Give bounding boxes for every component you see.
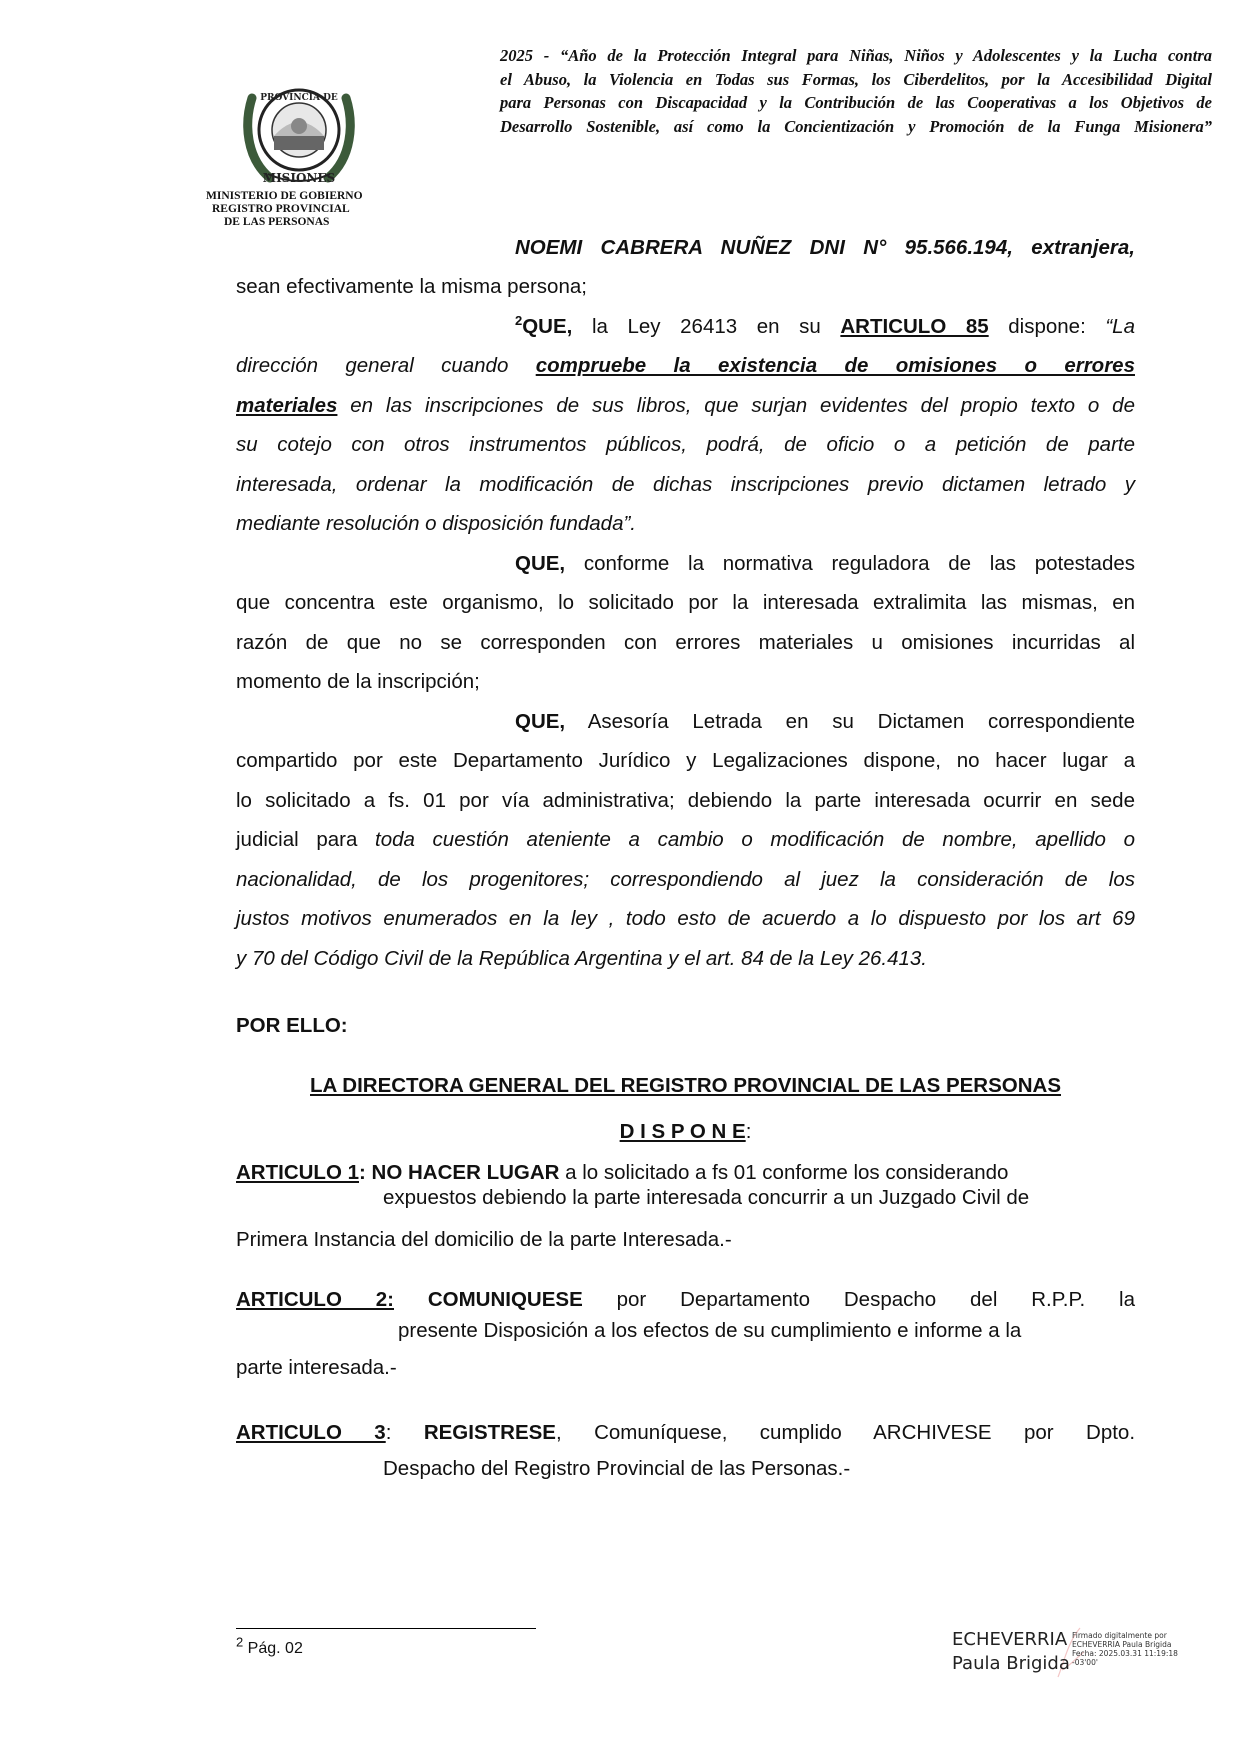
body-line: que concentra este organismo, lo solicitado por la interesada extralimita las mismas, en xyxy=(236,591,1135,614)
ministry-line: DE LAS PERSONAS xyxy=(224,216,330,228)
body-line: mediante resolución o disposición fundada”. xyxy=(236,512,637,535)
signature-meta-line: Firmado digitalmente por xyxy=(1072,1631,1167,1640)
emphasis-run: materiales xyxy=(236,394,338,417)
article-1-label: ARTICULO 1 xyxy=(236,1161,359,1184)
body-line xyxy=(236,346,1135,386)
footnote xyxy=(236,1634,303,1658)
digital-signature-info xyxy=(1072,1631,1178,1667)
motto-line: el Abuso, la Violencia en Todas sus Formas, los Ciberdelitos, por la Accesibilidad Digital xyxy=(500,69,1212,89)
signature-meta-line: ECHEVERRIA Paula Brigida xyxy=(1072,1640,1172,1649)
body-line: NOEMI CABRERA NUÑEZ DNI N° 95.566.194, extranjera, xyxy=(515,236,1135,259)
text-run: : xyxy=(385,1421,424,1444)
text-run: Asesoría Letrada en su Dictamen correspondiente xyxy=(565,710,1135,733)
article-3-line xyxy=(236,1413,1135,1453)
province-seal-icon xyxy=(240,78,358,188)
footnote-number: 2 xyxy=(236,1634,244,1650)
signer-name xyxy=(952,1628,1070,1676)
signature-meta-line: -03'00' xyxy=(1072,1658,1098,1667)
que-label: QUE, xyxy=(515,710,566,733)
motto-line: Desarrollo Sostenible, así como la Concientización y Promoción de la Funga Misionera” xyxy=(500,116,1212,136)
text-run: judicial para xyxy=(236,828,375,851)
footnote-divider xyxy=(236,1628,536,1629)
article-1-keyword: NO HACER LUGAR xyxy=(371,1161,560,1184)
seal-top-text: PROVINCIA DE xyxy=(260,93,338,103)
body-line xyxy=(236,820,1135,860)
article-2-line: parte interesada.- xyxy=(236,1356,397,1379)
emphasis-run: compruebe la existencia de omisiones o errores xyxy=(535,354,1135,377)
body-line xyxy=(515,702,1135,742)
text-run: : xyxy=(745,1120,752,1143)
article-2-label: ARTICULO 2: xyxy=(236,1288,394,1311)
body-line: sean efectivamente la misma persona; xyxy=(236,275,587,298)
body-line: su cotejo con otros instrumentos públicos, podrá, de oficio o a petición de parte xyxy=(236,433,1135,456)
signature-meta-line: Fecha: 2025.03.31 11:19:18 xyxy=(1072,1649,1178,1658)
body-line: y 70 del Código Civil de la República Argentina y el art. 84 de la Ley 26.413. xyxy=(236,947,927,970)
directora-heading: LA DIRECTORA GENERAL DEL REGISTRO PROVINCIAL DE LAS PERSONAS xyxy=(310,1074,1061,1097)
body-line xyxy=(236,386,1135,426)
ministry-line: MINISTERIO DE GOBIERNO xyxy=(206,190,363,202)
motto-line: 2025 - “Año de la Protección Integral para Niñas, Niños y Adolescentes y la Lucha contra xyxy=(500,46,1212,65)
text-run: conforme la normativa reguladora de las potestades xyxy=(565,552,1135,575)
text-run: : xyxy=(359,1161,372,1184)
text-run: en las inscripciones de sus libros, que surjan evidentes del propio texto o de xyxy=(337,394,1135,417)
text-run: a lo solicitado a fs 01 conforme los considerando xyxy=(559,1161,1009,1184)
article-3-label: ARTICULO 3 xyxy=(236,1421,386,1444)
text-run: la Ley 26413 en su xyxy=(572,315,841,338)
dispone-heading xyxy=(236,1112,1135,1152)
text-run: , Comuníquese, cumplido ARCHIVESE por Dpto. xyxy=(555,1421,1136,1444)
article-3-keyword: REGISTRESE xyxy=(423,1421,556,1444)
article-2-keyword: COMUNIQUESE xyxy=(427,1288,583,1311)
article-1-line: Primera Instancia del domicilio de la parte Interesada.- xyxy=(236,1228,732,1251)
article-2-line: presente Disposición a los efectos de su cumplimiento e informe a la xyxy=(398,1319,1022,1342)
body-line: razón de que no se corresponden con errores materiales u omisiones incurridas al xyxy=(236,631,1135,654)
body-line: justos motivos enumerados en la ley , todo esto de acuerdo a lo dispuesto por los art 69 xyxy=(236,907,1135,930)
dispone-word: D I S P O N E xyxy=(619,1120,746,1143)
text-run: por Departamento Despacho del R.P.P. la xyxy=(616,1288,1136,1311)
body-line xyxy=(515,544,1135,584)
body-line: lo solicitado a fs. 01 por vía administrativa; debiendo la parte interesada ocurrir en sede xyxy=(236,789,1135,812)
seal-bottom-text: MISIONES xyxy=(262,171,336,185)
ministry-heading xyxy=(206,190,363,229)
text-run: dispone: xyxy=(988,315,1106,338)
year-motto xyxy=(500,44,1212,138)
body-line xyxy=(515,307,1135,347)
text-run: dirección general cuando xyxy=(236,354,536,377)
text-run: toda cuestión ateniente a cambio o modificación de nombre, apellido o xyxy=(375,828,1135,851)
footnote-ref: 2 xyxy=(515,313,523,329)
text-run: “La xyxy=(1105,315,1135,338)
body-line: compartido por este Departamento Jurídico y Legalizaciones dispone, no hacer lugar a xyxy=(236,749,1135,772)
que-label: QUE, xyxy=(515,552,566,575)
body-line: interesada, ordenar la modificación de dichas inscripciones previo dictamen letrado y xyxy=(236,473,1135,496)
body-line: momento de la inscripción; xyxy=(236,670,480,693)
article-3-line: Despacho del Registro Provincial de las Personas.- xyxy=(383,1457,851,1480)
que-label: QUE, xyxy=(522,315,573,338)
article-1-line: expuestos debiendo la parte interesada concurrir a un Juzgado Civil de xyxy=(383,1186,1030,1209)
article-ref: ARTICULO 85 xyxy=(840,315,989,338)
footnote-text: Pág. 02 xyxy=(243,1640,303,1657)
ministry-line: REGISTRO PROVINCIAL xyxy=(212,203,350,215)
signer-surname: ECHEVERRIA xyxy=(952,1629,1068,1650)
body-line: nacionalidad, de los progenitores; correspondiendo al juez la consideración de los xyxy=(236,868,1135,891)
motto-line: para Personas con Discapacidad y la Contribución de las Cooperativas a los Objetivos de xyxy=(500,93,1212,112)
signer-given-name: Paula Brigida xyxy=(952,1653,1070,1674)
por-ello-heading: POR ELLO: xyxy=(236,1014,348,1037)
